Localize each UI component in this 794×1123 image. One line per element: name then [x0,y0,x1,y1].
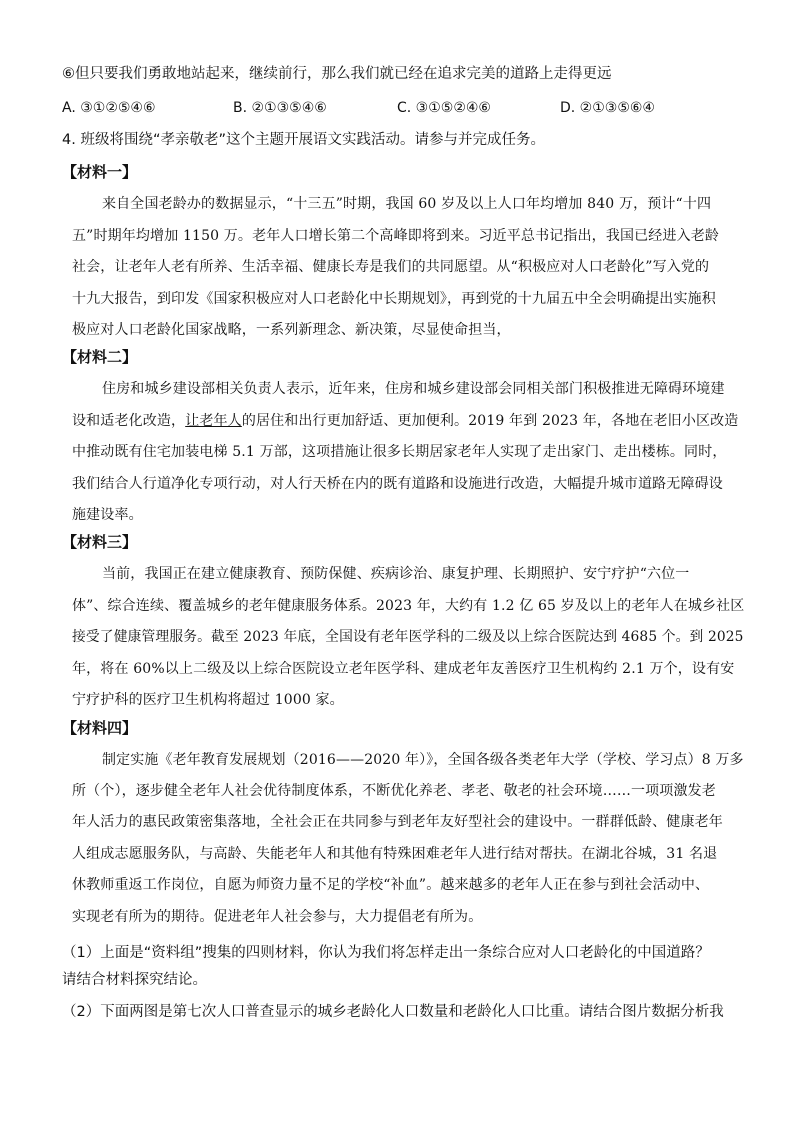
material-2-line: 中推动既有住宅加装电梯 5.1 万部，这项措施让很多长期居家老年人实现了走出家门、走出楼栋。同时， [72,444,727,460]
sub-question-2: （2）下面两图是第七次人口普查显示的城乡老龄化人口数量和老龄化人口比重。请结合图片数据分析我 [62,1004,724,1020]
underlined-phrase: 让老年人 [185,413,242,429]
material-2-line: 施建设率。 [72,507,143,523]
material-3-line: 当前，我国正在建立健康教育、预防保健、疾病诊治、康复护理、长期照护、安宁疗护“六位一 [102,566,690,582]
option-c: C. ③①⑤②④⑥ [397,100,491,116]
option-d: D. ②①③⑤⑥④ [560,100,655,116]
material-3-line: 体”、综合连续、覆盖城乡的老年健康服务体系。2023 年，大约有 1.2 亿 65 岁及以上的老年人在城乡社区 [72,598,745,614]
question-4: 4. 班级将围绕“孝亲敬老”这个主题开展语文实践活动。请参与并完成任务。 [62,132,545,148]
material-1-heading: 【材料一】 [62,163,138,181]
material-3-line: 接受了健康管理服务。截至 2023 年底，全国设有老年医学科的二级及以上综合医院达到 4685 个。到 2025 [72,629,744,645]
sub-question-1-cont: 请结合材料探究结论。 [62,972,207,988]
material-4-line: 年人活力的惠民政策密集落地，全社会正在共同参与到老年友好型社会的建设中。一群群低龄、健康老年 [72,814,723,830]
material-4-line: 实现老有所为的期待。促进老年人社会参与，大力提倡老有所为。 [72,909,483,925]
material-4-line: 人组成志愿服务队，与高龄、失能老年人和其他有特殊困难老年人进行结对帮扶。在湖北谷城，31 名退 [72,846,718,862]
material-2-line: 我们结合人行道净化专项行动，对人行天桥在内的既有道路和设施进行改造，大幅提升城市道路无障碍设 [72,476,723,492]
material-4-line: 制定实施《老年教育发展规划（2016——2020 年）》，全国各级各类老年大学（学校、学习点）8 万多 [102,752,744,768]
material-1-line: 来自全国老龄办的数据显示，“十三五”时期，我国 60 岁及以上人口年均增加 840 万，预计“十四 [102,196,712,212]
sub-question-1: （1）上面是“资料组”搜集的四则材料，你认为我们将怎样走出一条综合应对人口老龄化的中国道路？ [62,945,710,961]
material-1-line: 五”时期年均增加 1150 万。老年人口增长第二个高峰即将到来。习近平总书记指出，我国已经进入老龄 [72,228,720,244]
material-2-line-start: 设和适老化改造， [72,413,186,429]
material-4-heading: 【材料四】 [62,719,138,737]
material-3-heading: 【材料三】 [62,533,138,551]
option-a: A. ③①②⑤④⑥ [62,100,156,116]
option-b: B. ②①③⑤④⑥ [233,100,327,116]
material-1-line: 社会，让老年人老有所养、生活幸福、健康长寿是我们的共同愿望。从“积极应对人口老龄化”写入党的 [72,259,710,275]
material-4-line: 休教师重返工作岗位，自愿为师资力量不足的学校“补血”。越来越多的老年人正在参与到社会活动中、 [72,877,710,893]
material-2-heading: 【材料二】 [62,348,138,366]
material-2-line-end: 的居住和出行更加舒适、更加便利。2019 年到 2023 年，各地在老旧小区改造 [241,413,739,429]
material-1-line: 极应对人口老龄化国家战略，一系列新理念、新决策，尽显使命担当， [72,322,511,338]
top-sentence: ⑥但只要我们勇敢地站起来，继续前行，那么我们就已经在追求完美的道路上走得更远 [62,66,612,82]
material-2-line [72,411,738,431]
material-3-line: 宁疗护科的医疗卫生机构将超过 1000 家。 [72,692,344,708]
material-2-line: 住房和城乡建设部相关负责人表示，近年来，住房和城乡建设部会同相关部门积极推进无障碍环境建 [102,381,725,397]
material-4-line: 所（个），逐步健全老年人社会优待制度体系，不断优化养老、孝老、敬老的社会环境……一项项激发老 [72,783,716,799]
material-3-line: 年，将在 60%以上二级及以上综合医院设立老年医学科、建成老年友善医疗卫生机构约 2.1 万个，设有安 [72,661,735,677]
material-1-line: 十九大报告，到印发《国家积极应对人口老龄化中长期规划》，再到党的十九届五中全会明确提出实施积 [72,291,716,307]
